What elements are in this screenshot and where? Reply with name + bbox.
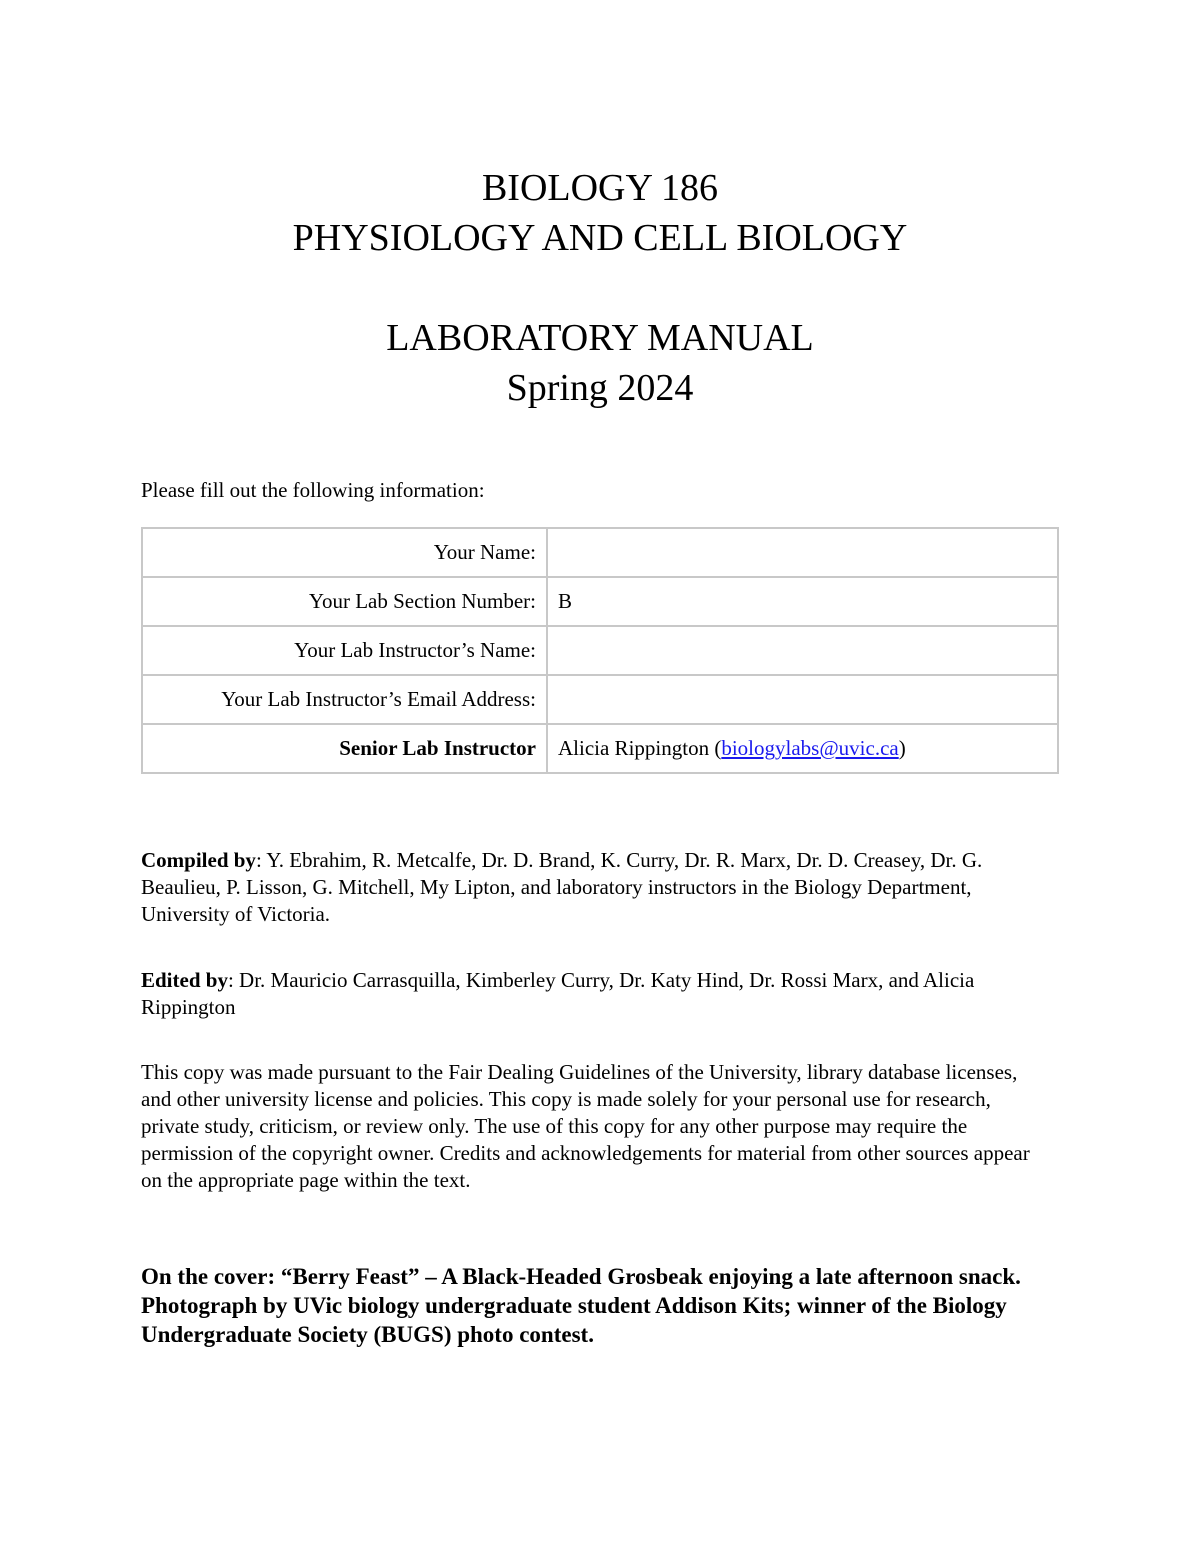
student-info-table [141, 527, 1059, 774]
name-label: Your Name: [142, 528, 547, 577]
compiled-by-label: Compiled by [141, 848, 256, 872]
edited-by-text: : Dr. Mauricio Carrasquilla, Kimberley Curry, Dr. Katy Hind, Dr. Rossi Marx, and Alicia Rippington [141, 968, 975, 1019]
cover-credit-paragraph [141, 1262, 1031, 1349]
table-row [142, 626, 1058, 675]
instructor-name-label: Your Lab Instructor’s Name: [142, 626, 547, 675]
course-name: PHYSIOLOGY AND CELL BIOLOGY [292, 217, 908, 259]
cover-credit-text: : “Berry Feast” – A Black-Headed Grosbeak enjoying a late afternoon snack. Photograph by UVic biology undergraduate student Addison Kits; winner of the Biology Undergraduate Society (BUGS) photo contest. [141, 1264, 1021, 1347]
instructor-email-label: Your Lab Instructor’s Email Address: [142, 675, 547, 724]
edited-by-paragraph [141, 967, 1041, 1021]
senior-instructor-label: Senior Lab Instructor [142, 724, 547, 773]
cover-title [0, 163, 1200, 413]
name-field[interactable] [547, 528, 1058, 577]
edited-by-label: Edited by [141, 968, 228, 992]
senior-instructor-value [547, 724, 1058, 773]
course-code: BIOLOGY 186 [481, 167, 719, 209]
compiled-by-text: : Y. Ebrahim, R. Metcalfe, Dr. D. Brand, K. Curry, Dr. R. Marx, Dr. D. Creasey, Dr. G. Beaulieu, P. Lisson, G. Mitchell, My Lipton, and laboratory instructors in the Biology Department, University of Victoria. [141, 848, 983, 926]
fill-instructions: Please fill out the following information: [141, 478, 485, 502]
senior-instructor-name: Alicia Rippington ( [558, 736, 722, 760]
instructor-email-field[interactable] [547, 675, 1058, 724]
senior-instructor-suffix: ) [898, 736, 906, 760]
table-row [142, 724, 1058, 773]
cover-credit-label: On the cover [141, 1264, 268, 1289]
senior-instructor-email-link[interactable]: biologylabs@uvic.ca [721, 736, 899, 760]
section-field[interactable]: B [547, 577, 1058, 626]
instructor-name-field[interactable] [547, 626, 1058, 675]
manual-title: LABORATORY MANUAL [386, 317, 814, 359]
copyright-notice: This copy was made pursuant to the Fair Dealing Guidelines of the University, library database licenses, and other university license and policies. This copy is made solely for your personal use for research, private study, criticism, or review only. The use of this copy for any other purpose may require the permission of the copyright owner. Credits and acknowledgements for material from other sources appear on the appropriate page within the text. [141, 1060, 1030, 1192]
table-row [142, 528, 1058, 577]
table-row [142, 675, 1058, 724]
compiled-by-paragraph [141, 847, 1041, 928]
section-label: Your Lab Section Number: [142, 577, 547, 626]
term: Spring 2024 [506, 367, 694, 409]
table-row [142, 577, 1058, 626]
